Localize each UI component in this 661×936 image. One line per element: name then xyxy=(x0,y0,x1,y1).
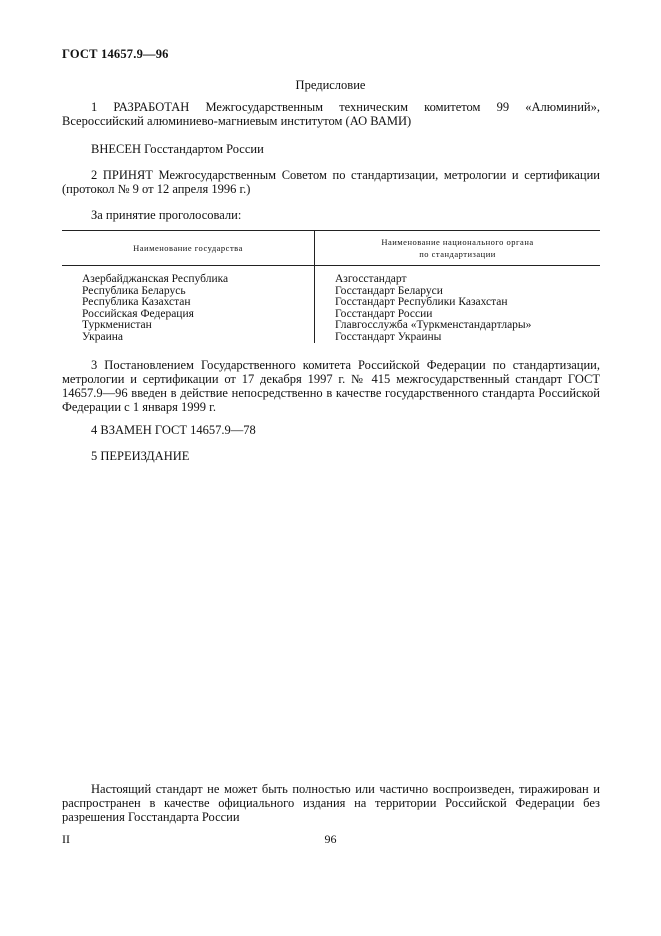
standards-body-name: Госстандарт Республики Казахстан xyxy=(335,296,508,308)
page-title: Предисловие xyxy=(295,78,366,92)
standards-body-name: Главгосслужба «Туркменстандартлары» xyxy=(335,319,532,331)
paragraph-replaces: 4 ВЗАМЕН ГОСТ 14657.9—78 xyxy=(91,423,256,437)
standards-body-column xyxy=(315,266,601,344)
state-name: Республика Казахстан xyxy=(82,296,191,308)
state-name: Российская Федерация xyxy=(82,307,194,320)
state-column xyxy=(62,266,315,344)
column-header-state: Наименование государства xyxy=(62,231,315,266)
standards-body-name: Госстандарт России xyxy=(335,307,433,320)
standards-body-name: Азгосстандарт xyxy=(335,273,407,285)
paragraph-developed-by: 1 РАЗРАБОТАН Межгосударственным техническим комитетом 99 «Алюминий», Всероссийский алюминиево-магниевым институтом (АО ВАМИ) xyxy=(62,100,600,128)
standards-body-name: Госстандарт Беларуси xyxy=(335,284,443,297)
state-name: Туркменистан xyxy=(82,319,152,331)
column-header-standards-body xyxy=(315,231,601,266)
document-code: ГОСТ 14657.9—96 xyxy=(62,47,169,61)
paragraph-reissue: 5 ПЕРЕИЗДАНИЕ xyxy=(91,449,190,463)
paragraph-adopted-by: 2 ПРИНЯТ Межгосударственным Советом по стандартизации, метрологии и сертификации (протокол № 9 от 12 апреля 1996 г.) xyxy=(62,168,600,196)
voting-table xyxy=(62,230,600,343)
state-name: Республика Беларусь xyxy=(82,284,186,297)
page-number: 96 xyxy=(324,832,337,846)
page-roman-numeral: II xyxy=(62,832,70,846)
paragraph-enacted: 3 Постановлением Государственного комитета Российской Федерации по стандартизации, метрологии и сертификации от 17 декабря 1997 г. № 415 межгосударственный стандарт ГОСТ 14657.9—96 введен в действие непосредственно в качестве государственного стандарта Российской Федерации с 1 января 1999 г. xyxy=(62,358,600,414)
standards-body-name: Госстандарт Украины xyxy=(335,330,442,343)
copyright-notice: Настоящий стандарт не может быть полностью или частично воспроизведен, тиражирован и распространен в качестве официального издания на территории Российской Федерации без разрешения Госстандарта России xyxy=(62,782,600,824)
paragraph-voted-for: За принятие проголосовали: xyxy=(91,208,242,222)
state-name: Украина xyxy=(82,330,123,343)
column-header-line: по стандартизации xyxy=(419,249,496,259)
state-name: Азербайджанская Республика xyxy=(82,273,229,285)
paragraph-introduced-by: ВНЕСЕН Госстандартом России xyxy=(91,142,264,156)
column-header-line: Наименование национального органа xyxy=(381,237,534,247)
